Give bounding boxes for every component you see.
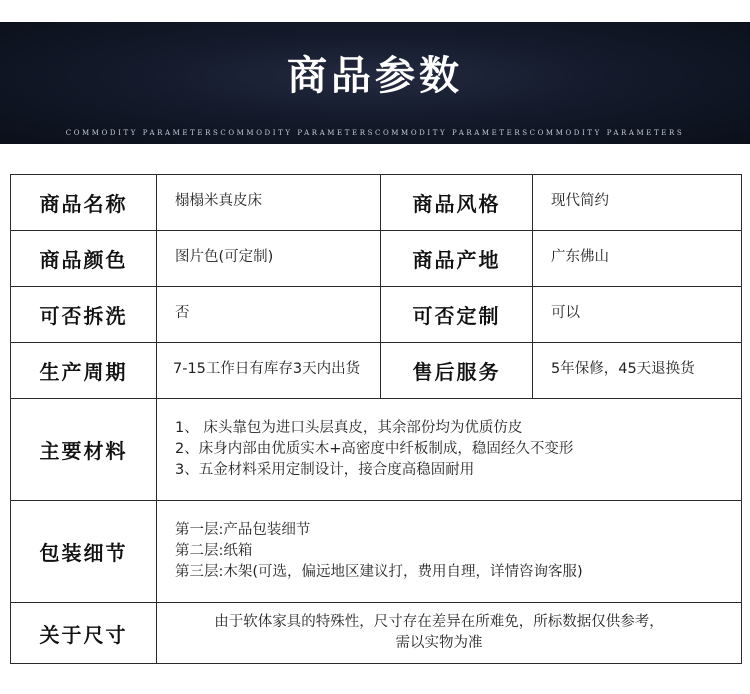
name-label: 商品名称 [11, 175, 157, 230]
materials-label: 主要材料 [11, 399, 157, 500]
page-subtitle: COMMODITY PARAMETERSCOMMODITY PARAMETERSCOMMODITY PARAMETERSCOMMODITY PARAMETERS [65, 129, 685, 137]
size-note-line: 由于软体家具的特殊性，尺寸存在差异在所难免，所标数据仅供参考， [214, 614, 664, 630]
packaging-label: 包装细节 [11, 501, 157, 602]
materials-line: 3、五金材料采用定制设计，接合度高稳固耐用 [175, 462, 475, 478]
custom-label: 可否定制 [381, 287, 533, 342]
color-value: 图片色(可定制) [157, 231, 381, 286]
name-value: 榻榻米真皮床 [157, 175, 381, 230]
parameter-table [10, 174, 742, 664]
packaging-line: 第三层:木架(可选，偏远地区建议打，费用自理，详情咨询客服) [175, 564, 583, 580]
washable-label: 可否拆洗 [11, 287, 157, 342]
header-banner [0, 22, 750, 144]
table-row [11, 603, 741, 663]
washable-value: 否 [157, 287, 381, 342]
packaging-line: 第二层:纸箱 [175, 543, 253, 559]
size-note [157, 603, 741, 663]
cycle-value: 7-15工作日有库存3天内出货 [157, 343, 381, 398]
service-value: 5年保修，45天退换货 [551, 361, 695, 377]
size-note-line: 需以实物为准 [395, 635, 483, 651]
materials-list [157, 399, 741, 500]
table-row [11, 287, 741, 343]
table-row [11, 175, 741, 231]
style-label: 商品风格 [381, 175, 533, 230]
materials-line: 2、床身内部由优质实木+高密度中纤板制成，稳固经久不变形 [175, 441, 574, 457]
packaging-line: 第一层:产品包装细节 [175, 522, 311, 538]
table-row [11, 501, 741, 603]
style-value: 现代简约 [551, 193, 609, 209]
materials-line: 1、 床头靠包为进口头层真皮，其余部份均为优质仿皮 [175, 420, 523, 436]
size-label: 关于尺寸 [11, 603, 157, 663]
cycle-label: 生产周期 [11, 343, 157, 398]
table-row [11, 399, 741, 501]
packaging-list [157, 501, 741, 602]
service-label: 售后服务 [381, 343, 533, 398]
table-row [11, 343, 741, 399]
origin-label: 商品产地 [381, 231, 533, 286]
page-title: 商品参数 [287, 53, 463, 99]
table-row [11, 231, 741, 287]
color-label: 商品颜色 [11, 231, 157, 286]
custom-value: 可以 [551, 305, 580, 321]
origin-value: 广东佛山 [551, 249, 609, 265]
